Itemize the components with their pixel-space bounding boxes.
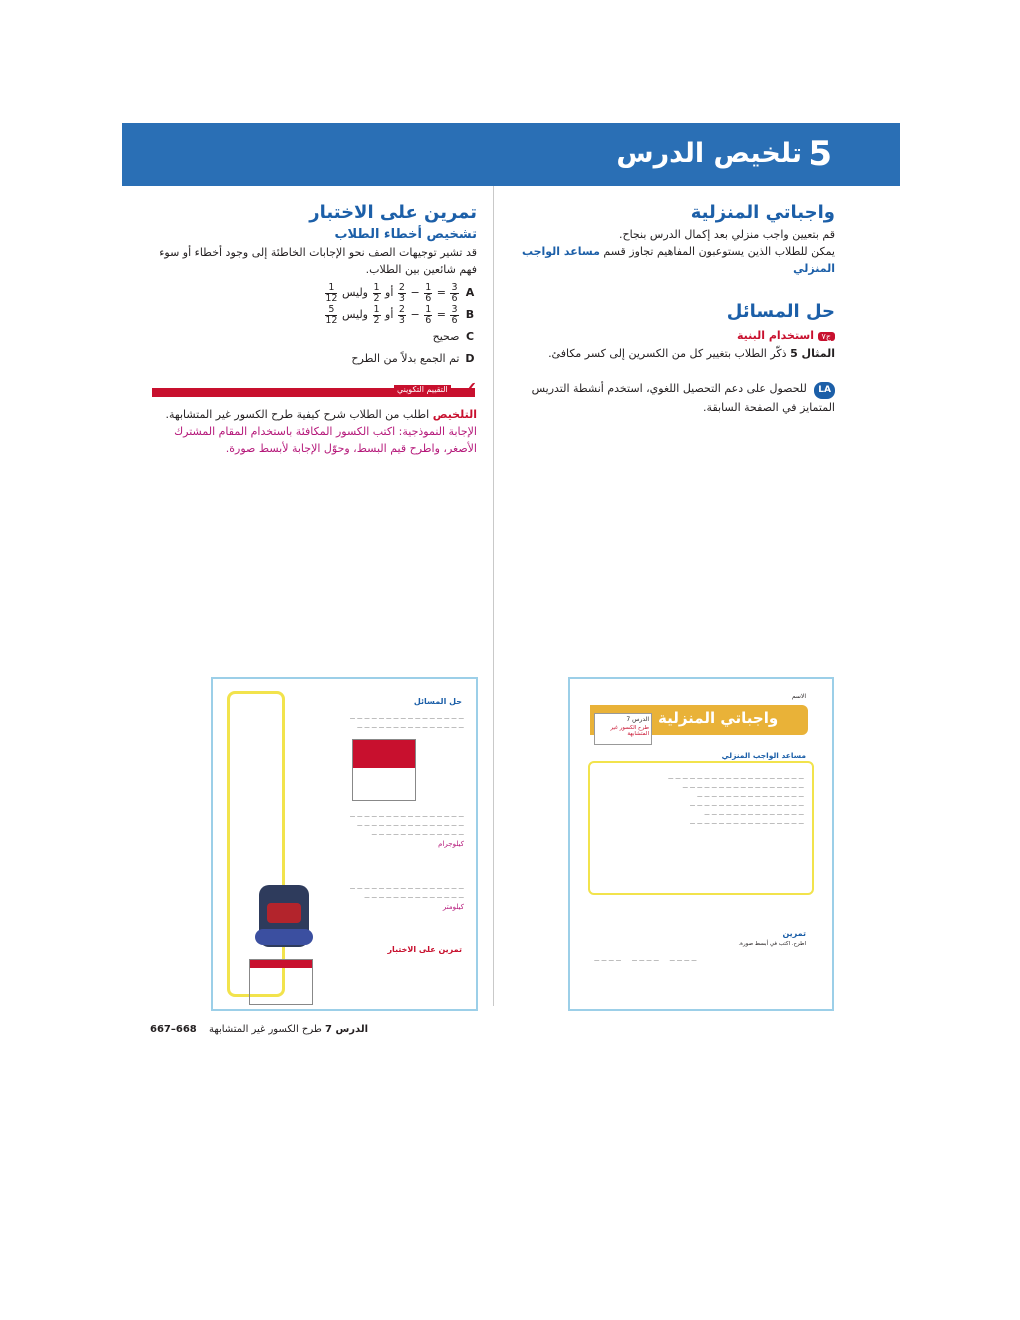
example-row bbox=[520, 345, 835, 362]
homework-text-2: يمكن للطلاب الذين يستوعبون المفاهيم تجاوز قسم مساعد الواجب المنزلي bbox=[521, 245, 835, 275]
footer-lesson bbox=[209, 1024, 368, 1035]
checkmark-icon: ✓ bbox=[459, 376, 480, 404]
summary-row bbox=[155, 406, 477, 423]
thumb-helper-text: — — — — — — — — — — — — — — — — — — — — — — — — — — — — — — — — — — — — — — — — — — — — — — — — — — — — — — — — — — — — — — — — — — — — — — — — — — — — — — — — — — — — — — — — — — — — — — — — — bbox=[668, 776, 804, 827]
example-text: ذكّر الطلاب بتغيير كل من الكسرين إلى كسر مكافئ. bbox=[548, 347, 787, 360]
thumb-test-heading: تمرين على الاختبار bbox=[387, 945, 462, 954]
thumb-problems-heading: حل المسائل bbox=[413, 697, 462, 706]
thumb-lesson-box: الدرس 7 طرح الكسور غير المتشابهة bbox=[594, 713, 652, 745]
example-label: المثال 5 bbox=[790, 347, 835, 360]
left-column bbox=[155, 200, 477, 370]
la-row bbox=[520, 380, 835, 416]
option-b: B $\frac{2}{3}$ − $\frac{1}{6}$ = $\frac{3}{6}$ أو $\frac{1}{2}$ وليس $\frac{5}{12}$ bbox=[325, 303, 475, 326]
thumb-helper-heading: مساعد الواجب المنزلي bbox=[721, 751, 806, 760]
thumb-practice-sub: اطرح. اكتب في أبسط صورة. bbox=[738, 941, 806, 947]
notes-frame bbox=[227, 691, 285, 997]
structure-title: استخدام البنية bbox=[736, 329, 815, 342]
thumb-practice-heading: تمرين bbox=[782, 929, 806, 938]
la-badge: LA bbox=[814, 382, 835, 399]
lesson-header-band bbox=[122, 123, 900, 186]
footer-lesson-label: الدرس 7 bbox=[325, 1024, 368, 1035]
lesson-title: تلخيص الدرس bbox=[616, 138, 802, 169]
option-c: C صحيح bbox=[432, 330, 475, 343]
right-column bbox=[520, 200, 835, 416]
homework-helper-link[interactable]: مساعد الواجب المنزلي bbox=[521, 245, 835, 275]
formative-assessment-label: التقييم التكويني bbox=[394, 385, 451, 394]
homework-text-1: قم بتعيين واجب منزلي بعد إكمال الدرس بنجاح. bbox=[618, 228, 835, 241]
thumb-kg-answer: كيلوجرام bbox=[438, 840, 464, 848]
thumb-name-label: الاسم bbox=[791, 693, 806, 700]
student-page-thumbnail-left bbox=[211, 677, 478, 1011]
summary-text: اطلب من الطلاب شرح كيفية طرح الكسور غير المتشابهة. bbox=[165, 408, 430, 421]
thumb-table bbox=[352, 739, 416, 801]
thumb-km-answer: كيلومتر bbox=[442, 903, 464, 911]
lesson-number: 5 bbox=[808, 134, 832, 174]
thumb-title: واجباتي المنزلية bbox=[658, 709, 779, 727]
thumb-text-block-3: — — — — — — — — — — — — — — — — — — — — — — — — — — — — — — كيلومتر bbox=[314, 885, 464, 912]
practice-tag: ج٧ bbox=[818, 332, 835, 341]
diagnose-heading: تشخيص أخطاء الطلاب bbox=[334, 227, 477, 242]
footer-lesson-title: طرح الكسور غير المتشابهة bbox=[209, 1024, 322, 1035]
thumb-practice-items: — — — — — — — — — — — — bbox=[594, 958, 697, 964]
homework-heading: واجباتي المنزلية bbox=[690, 202, 835, 223]
problems-heading: حل المسائل bbox=[726, 301, 835, 322]
option-d: D تم الجمع بدلاً من الطرح bbox=[351, 352, 475, 365]
thumb-text-block-1: — — — — — — — — — — — — — — — — — — — — — — — — — — — — — — — bbox=[349, 716, 464, 731]
diagnose-text: قد تشير توجيهات الصف نحو الإجابات الخاطئة إلى وجود أخطاء أو سوء فهم شائعين بين الطلاب. bbox=[159, 246, 477, 276]
backpack-image bbox=[259, 885, 309, 947]
test-practice-heading: تمرين على الاختبار bbox=[309, 202, 477, 223]
page-numbers: 667–668 bbox=[150, 1024, 197, 1035]
summary-block bbox=[155, 406, 477, 457]
thumb-table-2 bbox=[249, 959, 313, 1005]
thumb-text-block-2: — — — — — — — — — — — — — — — — — — — — — — — — — — — — — — — — — — — — — — — — — — — — كيلوجرام bbox=[314, 813, 464, 849]
structure-row bbox=[520, 327, 835, 345]
option-a: A $\frac{2}{3}$ − $\frac{1}{6}$ = $\frac{3}{6}$ أو $\frac{1}{2}$ وليس $\frac{1}{12}$ bbox=[325, 281, 475, 304]
la-text: للحصول على دعم التحصيل اللغوي، استخدم أنشطة التدريس المتمايز في الصفحة السابقة. bbox=[531, 382, 835, 414]
student-page-thumbnail-right bbox=[568, 677, 834, 1011]
summary-label: التلخيص bbox=[432, 408, 477, 421]
column-divider bbox=[493, 186, 494, 1006]
sample-answer: الإجابة النموذجية: اكتب الكسور المكافئة باستخدام المقام المشترك الأصغر، واطرح قيم البسط، وحوّل الإجابة لأبسط صورة. bbox=[174, 425, 477, 455]
